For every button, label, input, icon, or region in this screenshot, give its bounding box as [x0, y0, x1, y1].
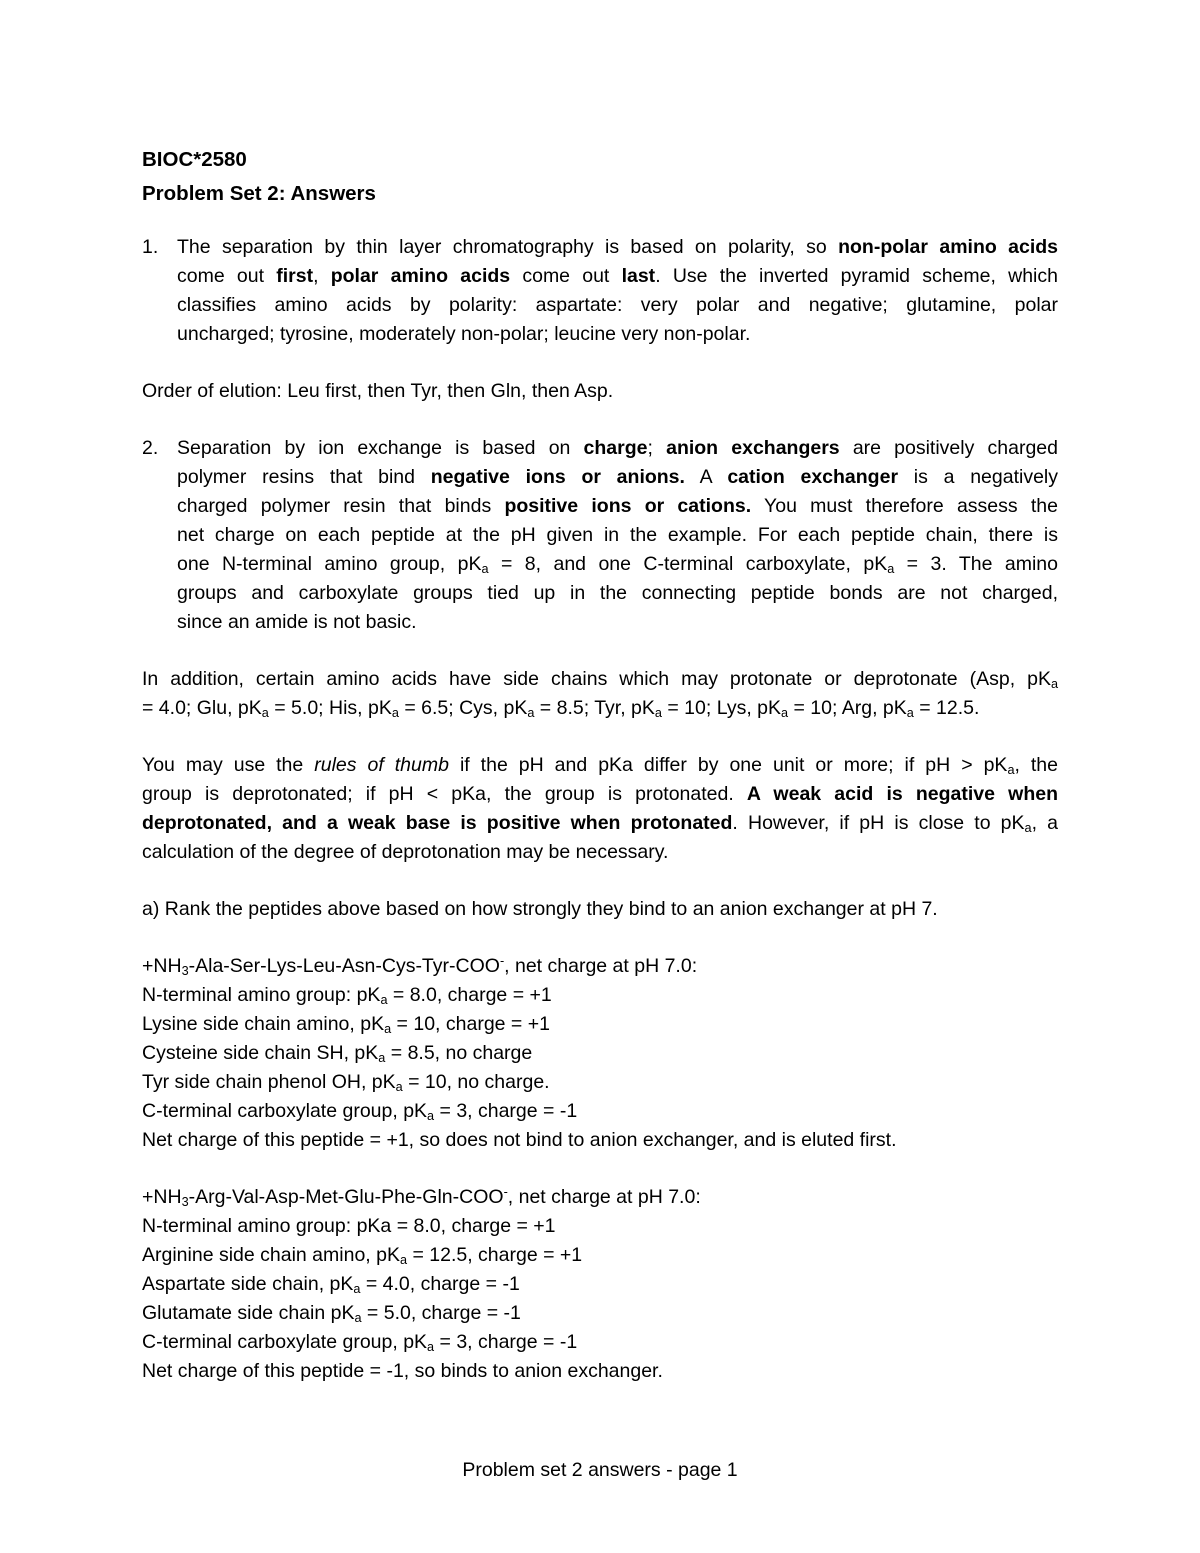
peptide-2-header: $+NH_3-Arg-Val-Asp-Met-Glu-Phe-Gln-COO^-$, net charge at pH 7.0:	[142, 1185, 701, 1210]
peptide-1-line-1: N-terminal amino group: $pK_a = 8.0$, charge = +1	[142, 984, 552, 1008]
answer-1-number: 1.	[142, 236, 159, 258]
peptide-1-line-3: Cysteine side chain SH, $pK_a = 8.5$, no charge	[142, 1042, 533, 1066]
peptide-1-line-2: Lysine side chain amino, $pK_a = 10$, charge = +1	[142, 1013, 550, 1037]
answer-1-line-4: uncharged; tyrosine, moderately non-polar; leucine very non-polar.	[177, 323, 751, 345]
rules-line-4: calculation of the degree of deprotonation may be necessary.	[142, 841, 669, 863]
answer-2-line-4: net charge on each peptide at the pH given in the example. For each peptide chain, there is	[177, 524, 1058, 546]
answer-2	[142, 434, 1058, 637]
peptide-2-line-4: Glutamate side chain $pK_a = 5.0$, charge = -1	[142, 1302, 521, 1326]
answer-1-line-3: classifies amino acids by polarity: aspartate: very polar and negative; glutamine, polar	[177, 294, 1058, 316]
peptide-2-line-2: Arginine side chain amino, $pK_a = 12.5$, charge = +1	[142, 1244, 583, 1268]
elution-order: Order of elution: Leu first, then Tyr, then Gln, then Asp.	[142, 380, 614, 402]
peptide-1-header: $+NH_3-Ala-Ser-Lys-Leu-Asn-Cys-Tyr-COO^-$, net charge at pH 7.0:	[142, 954, 698, 979]
peptide-2-line-1: N-terminal amino group: pKa = 8.0, charge = +1	[142, 1215, 556, 1237]
answer-2-line-2: polymer resins that bind negative ions or anions. A cation exchanger is a negatively	[177, 466, 1058, 488]
side-chain-pka-line-2: = 4.0; Glu, $pK_a = 5.0$; His, $pK_a = 6.5$; Cys, $pK_a = 8.5$; Tyr, $pK_a = 10$; Lys, $pK_a = 10$; Arg, $pK_a = 12.5$.	[142, 697, 980, 721]
rules-line-1: You may use the rules of thumb if the pH and pKa differ by one unit or more; if pH > $pK_a$, the	[142, 754, 1058, 778]
answer-1	[142, 233, 1058, 349]
course-code: BIOC*2580	[142, 148, 247, 171]
document-body	[142, 143, 1058, 1386]
side-chain-pka-line-1: In addition, certain amino acids have side chains which may protonate or deprotonate (Asp, $pK_a$	[142, 668, 1058, 692]
answer-2-line-6: groups and carboxylate groups tied up in the connecting peptide bonds are not charged,	[177, 582, 1058, 604]
peptide-1-line-5: C-terminal carboxylate group, $pK_a = 3$, charge = -1	[142, 1100, 578, 1124]
rules-line-2: group is deprotonated; if pH < pKa, the group is protonated. A weak acid is negative when	[142, 783, 1058, 805]
document-title: Problem Set 2: Answers	[142, 182, 376, 205]
peptide-1-line-4: Tyr side chain phenol OH, $pK_a = 10$, no charge.	[142, 1071, 550, 1095]
page-footer: Problem set 2 answers - page 1	[462, 1459, 738, 1481]
answer-1-line-1: The separation by thin layer chromatography is based on polarity, so non-polar amino acids	[177, 236, 1058, 258]
peptide-1-net-charge: Net charge of this peptide = +1, so does not bind to anion exchanger, and is eluted first.	[142, 1129, 897, 1151]
answer-2-line-1: Separation by ion exchange is based on charge; anion exchangers are positively charged	[177, 437, 1058, 459]
peptide-2-line-5: C-terminal carboxylate group, $pK_a = 3$, charge = -1	[142, 1331, 578, 1355]
answer-2-number: 2.	[142, 437, 159, 459]
peptide-2-net-charge: Net charge of this peptide = -1, so binds to anion exchanger.	[142, 1360, 663, 1382]
peptide-2-line-3: Aspartate side chain, $pK_a = 4.0$, charge = -1	[142, 1273, 520, 1297]
answer-2-line-3: charged polymer resin that binds positive ions or cations. You must therefore assess the	[177, 495, 1058, 517]
rules-line-3: deprotonated, and a weak base is positive when protonated. However, if pH is close to $pK_a$, a	[142, 812, 1058, 836]
answer-2-line-5: one N-terminal amino group, $pK_a = 8$, and one C-terminal carboxylate, $pK_a = 3$. The amino	[177, 553, 1059, 577]
part-a-question: a) Rank the peptides above based on how strongly they bind to an anion exchanger at pH 7.	[142, 898, 938, 920]
answer-2-line-7: since an amide is not basic.	[177, 611, 417, 633]
answer-1-line-2: come out first, polar amino acids come out last. Use the inverted pyramid scheme, which	[177, 265, 1058, 287]
